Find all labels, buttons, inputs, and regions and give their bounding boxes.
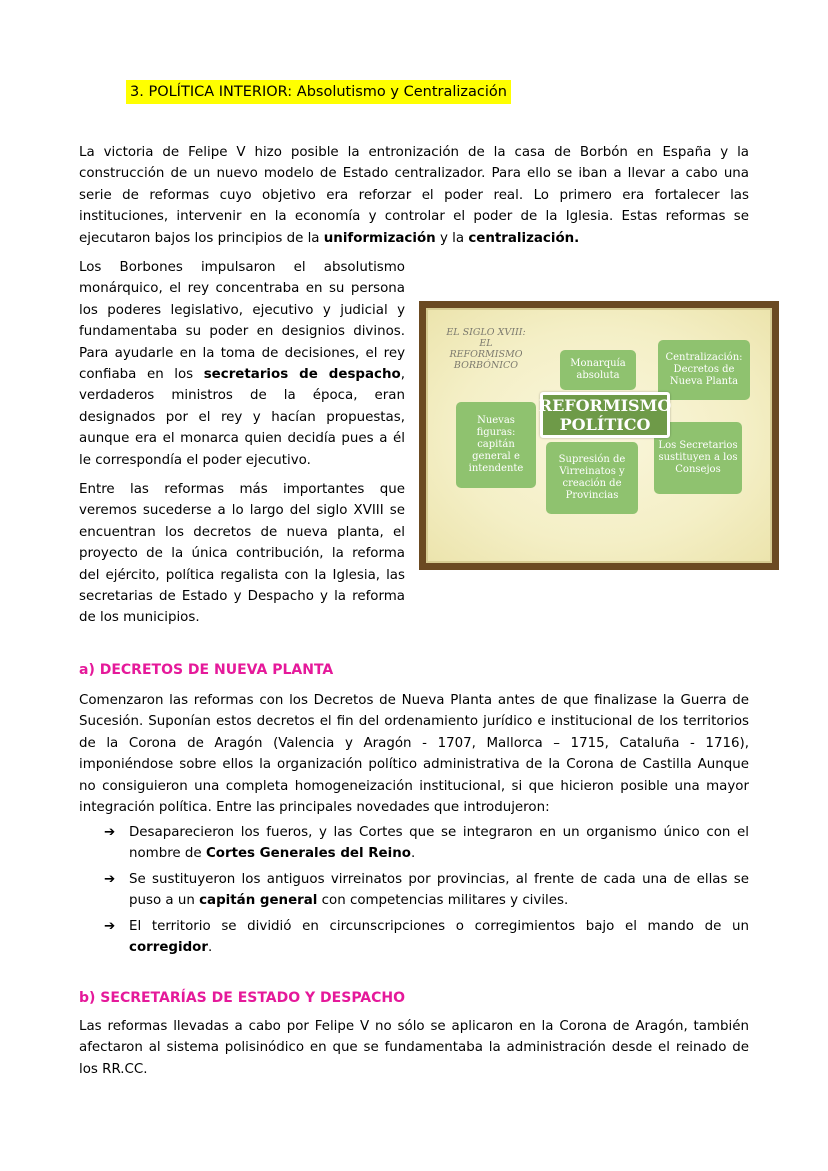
- arrow-icon: ➔: [104, 918, 116, 934]
- section-b-heading: b) SECRETARÍAS DE ESTADO Y DESPACHO: [79, 990, 406, 1006]
- arrow-icon: ➔: [104, 825, 116, 840]
- section-a-bullet-list: [104, 822, 749, 962]
- intro-paragraph: La victoria de Felipe V hizo posible la entronización de la casa de Borbón en España y la construcción de un nuevo modelo de Estado centralizador. Para ello se iban a llevar a cabo una serie de reformas cuyo objetivo era reforzar el poder real. Lo primero era fortalecer las instituciones, intervenir en la economía y controlar el poder de la Iglesia. Estas reformas se ejecutaron bajos los principios de la uniformización y la centralización.: [79, 145, 749, 246]
- diagram-canvas: [426, 308, 772, 563]
- box-secretarios: Los Secretarios sustituyen a los Consejos: [654, 422, 742, 494]
- reformism-diagram-image: [419, 301, 779, 570]
- center-title: REFORMISMO POLÍTICO: [540, 392, 670, 438]
- page-title: 3. POLÍTICA INTERIOR: Absolutismo y Centralización: [126, 80, 511, 104]
- section-a-paragraph: Comenzaron las reformas con los Decretos de Nueva Planta antes de que finalizase la Guerra de Sucesión. Suponían estos decretos el fin del ordenamiento jurídico e institucional de los territorios de la Corona de Aragón (Valencia y Aragón - 1707, Mallorca – 1715, Cataluña - 1716), imponiéndose sobre ellos la organización político administrativa de la Corona de Castilla Aunque no consiguieron una completa homogeneización institucional, si que hicieron posible una mayor integración política. Entre las principales novedades que introdujeron:: [79, 693, 749, 816]
- box-nuevas-figuras: Nuevas figuras: capitán general e intendente: [456, 402, 536, 488]
- box-supresion: Supresión de Virreinatos y creación de Provincias: [546, 442, 638, 514]
- diagram-tag: EL SIGLO XVIII: EL REFORMISMO BORBÓNICO: [446, 327, 526, 371]
- section-b-paragraph: Las reformas llevadas a cabo por Felipe V no sólo se aplicaron en la Corona de Aragón, también afectaron al sistema polisinódico en que se fundamentaba la administración desde el reinado de los RR.CC.: [79, 1019, 749, 1077]
- list-item: ➔ El territorio se dividió en circunscripciones o corregimientos bajo el mando de un corregidor.: [104, 916, 749, 959]
- list-item: ➔ Desaparecieron los fueros, y las Cortes que se integraron en un organismo único con el nombre de Cortes Generales del Reino.: [104, 822, 749, 865]
- reforms-paragraph: Entre las reformas más importantes que veremos sucederse a lo largo del siglo XVIII se encuentran los decretos de nueva planta, el proyecto de la única contribución, la reforma del ejército, política regalista con la Iglesia, las secretarias de Estado y Despacho y la reforma de los municipios.: [79, 482, 405, 626]
- section-a-heading: a) DECRETOS DE NUEVA PLANTA: [79, 662, 334, 678]
- absolutism-paragraph: Los Borbones impulsaron el absolutismo monárquico, el rey concentraba en su persona los poderes legislativo, ejecutivo y judicial y fundamentaba su poder en designios divinos. Para ayudarle en la toma de decisiones, el rey confiaba en los secretarios de despacho, verdaderos ministros de la época, eran designados por el rey y hacían propuestas, aunque era el monarca quien decidía pues a él le correspondía el poder ejecutivo.: [79, 260, 405, 468]
- box-centralizacion: Centralización: Decretos de Nueva Planta: [658, 340, 750, 400]
- box-monarquia: Monarquía absoluta: [560, 350, 636, 390]
- arrow-icon: ➔: [104, 871, 116, 887]
- list-item: ➔ Se sustituyeron los antiguos virreinatos por provincias, al frente de cada una de ellas se puso a un capitán general con competencias militares y civiles.: [104, 869, 749, 912]
